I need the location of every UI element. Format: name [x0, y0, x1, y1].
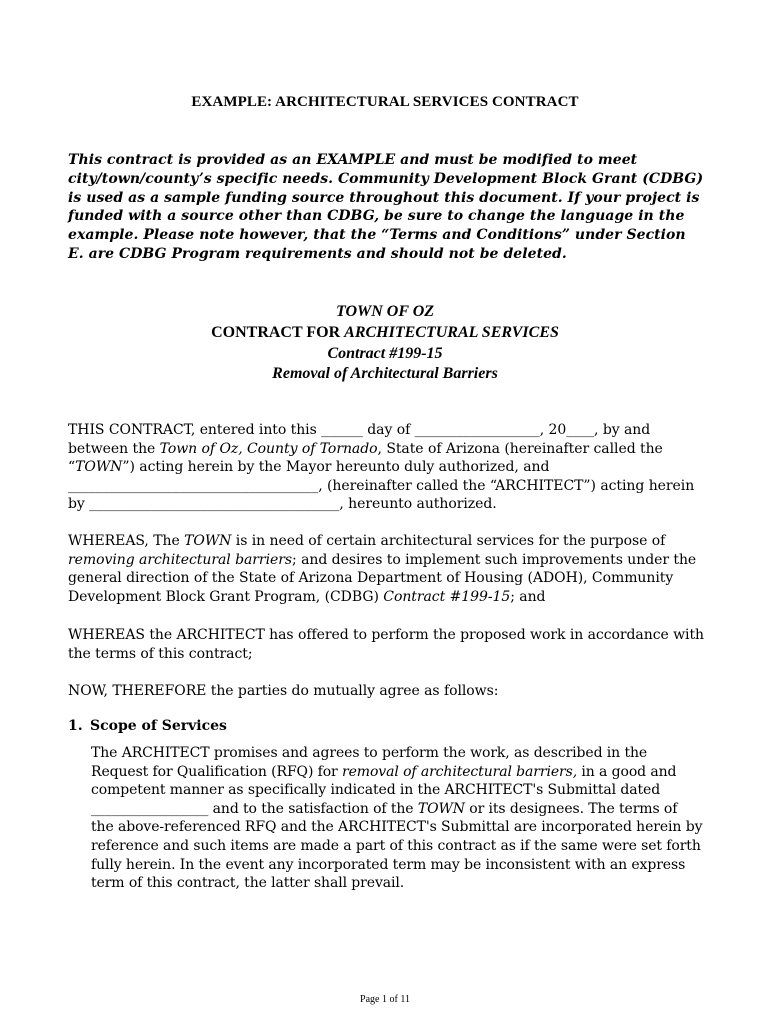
disclaimer-line: E. are CDBG Program requirements and should not be deleted. — [68, 245, 567, 262]
paragraph-line: by ____________________________________, hereunto authorized. — [68, 496, 497, 513]
paragraph-line — [91, 800, 711, 819]
paragraph-line: THIS CONTRACT, entered into this ______ day of __________________, 20____, by and — [68, 422, 651, 438]
paragraph-line: the terms of this contract; — [68, 645, 253, 662]
contract-for-line — [0, 323, 770, 344]
paragraph-line: fully herein. In the event any incorporated term may be inconsistent with an express — [91, 856, 686, 873]
paragraph-line — [91, 763, 711, 782]
paragraph-line: reference and such items are made a part of this contract as if the same were set forth — [91, 837, 701, 854]
text-run: ; and desires to implement such improvements under the — [292, 551, 697, 568]
text-run: Request for Qualification (RFQ) for — [91, 763, 343, 780]
paragraph-line — [68, 551, 708, 570]
paragraph-line — [68, 532, 708, 551]
page-number-footer: Page 1 of 11 — [360, 994, 410, 1005]
text-run-italic: TOWN — [417, 800, 465, 817]
section-number: 1. — [68, 718, 83, 734]
text-run-italic: removing architectural barriers — [68, 551, 293, 568]
paragraph-line — [68, 440, 708, 459]
text-run: WHEREAS, The — [68, 533, 185, 549]
section-title: Scope of Services — [90, 718, 227, 734]
section-heading-scope — [68, 717, 708, 736]
therefore-paragraph — [68, 682, 708, 701]
paragraph-line — [68, 588, 708, 607]
contract-number: Contract #199-15 — [327, 344, 443, 362]
paragraph-line: the above-referenced RFQ and the ARCHITECT's Submittal are incorporated herein by — [91, 819, 703, 836]
text-run: or its designees. The terms of — [464, 800, 678, 817]
text-run: _________________ and to the satisfaction of the — [91, 800, 418, 817]
text-run: is in need of certain architectural services for the purpose of — [231, 533, 666, 549]
paragraph-line — [68, 458, 708, 477]
example-disclaimer — [68, 151, 708, 264]
contract-heading — [0, 302, 770, 385]
text-run: in a good and — [577, 763, 677, 780]
paragraph-line: ____________________________________, (hereinafter called the “ARCHITECT”) acting herein — [68, 477, 695, 494]
paragraph-line: competent manner as specifically indicated in the ARCHITECT's Submittal dated — [91, 782, 661, 799]
paragraph-line: WHEREAS the ARCHITECT has offered to perform the proposed work in accordance with — [68, 627, 705, 643]
paragraph-line: NOW, THEREFORE the parties do mutually agree as follows: — [68, 683, 499, 699]
disclaimer-line: city/town/county’s specific needs. Community Development Block Grant (CDBG) — [68, 170, 704, 187]
whereas-town-paragraph — [68, 532, 708, 606]
contract-subject: ARCHITECTURAL SERVICES — [344, 323, 559, 341]
text-run: ”) acting herein by the Mayor hereunto duly authorized, and — [122, 459, 550, 476]
contract-for-prefix: CONTRACT FOR — [211, 323, 345, 341]
text-run-italic: TOWN — [75, 459, 123, 476]
disclaimer-line: This contract is provided as an EXAMPLE and must be modified to meet — [68, 152, 638, 168]
text-run-italic: Contract #199-15 — [383, 588, 511, 605]
text-run: “ — [68, 459, 76, 476]
text-run-italic: TOWN — [184, 533, 232, 549]
scope-of-services-text — [91, 744, 711, 893]
disclaimer-line: is used as a sample funding source throughout this document. If your project is — [68, 189, 700, 206]
text-run-italic: Town of Oz, County of Tornado — [159, 440, 378, 457]
paragraph-line: The ARCHITECT promises and agrees to perform the work, as described in the — [91, 745, 648, 761]
project-title: Removal of Architectural Barriers — [272, 365, 498, 383]
disclaimer-line: funded with a source other than CDBG, be sure to change the language in the — [68, 208, 685, 225]
paragraph-line: general direction of the State of Arizona Department of Housing (ADOH), Community — [68, 570, 674, 587]
text-run-italic: removal of architectural barriers, — [342, 763, 578, 780]
disclaimer-line: example. Please note however, that the “Terms and Conditions” under Section — [68, 227, 686, 244]
paragraph-line: term of this contract, the latter shall prevail. — [91, 875, 405, 892]
text-run: Development Block Grant Program, (CDBG) — [68, 588, 384, 605]
whereas-architect-paragraph — [68, 626, 708, 663]
text-run: ; and — [510, 588, 546, 605]
text-run: between the — [68, 440, 160, 457]
contract-parties-paragraph — [68, 421, 708, 514]
town-name: TOWN OF OZ — [335, 303, 435, 320]
text-run: , State of Arizona (hereinafter called the — [377, 440, 663, 457]
document-title: EXAMPLE: ARCHITECTURAL SERVICES CONTRACT — [191, 94, 579, 110]
